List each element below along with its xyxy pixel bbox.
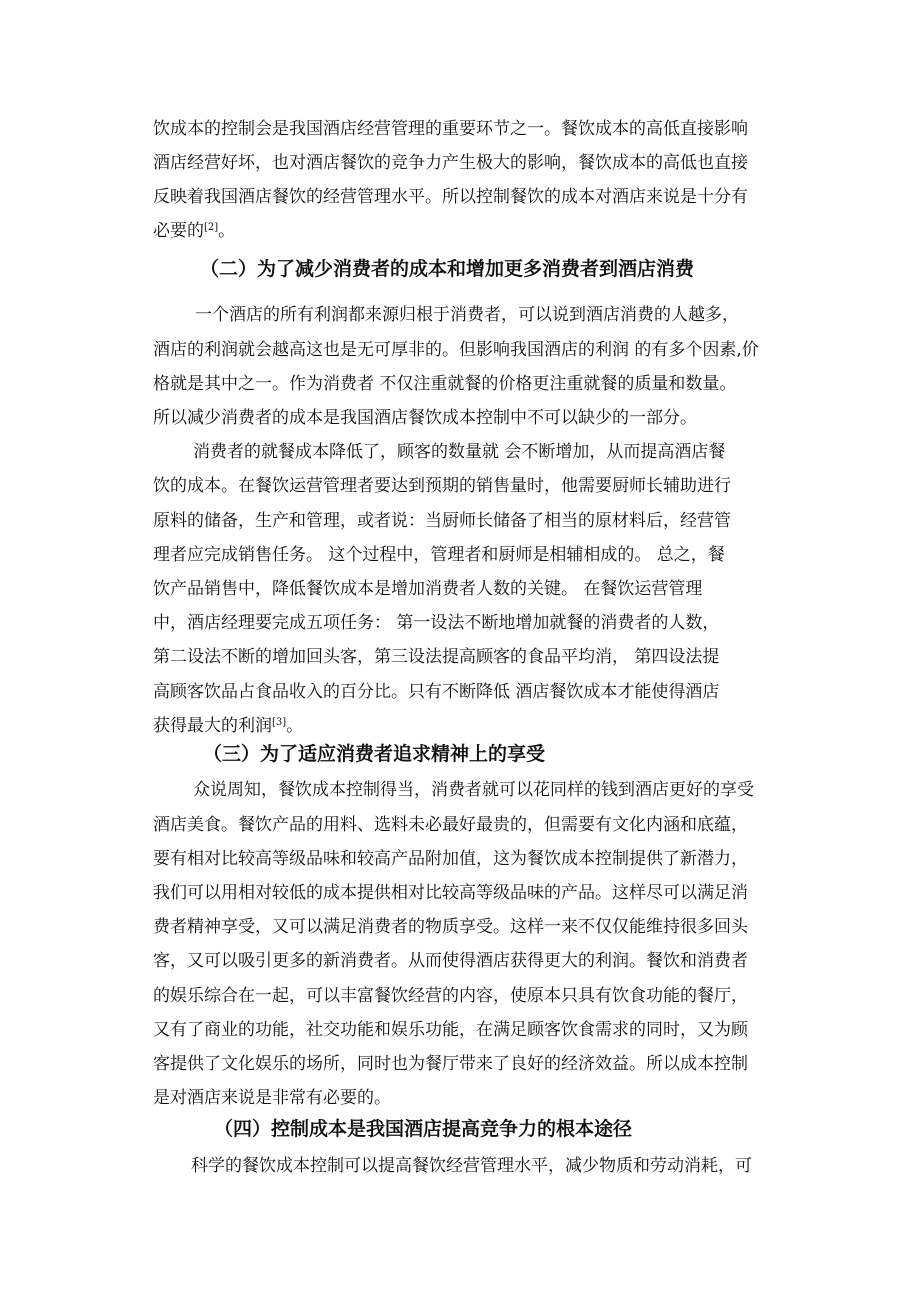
paragraph-5-line-1: 科学的餐饮成本控制可以提高餐饮经营管理水平，减少物质和劳动消耗，可 <box>191 1156 752 1176</box>
paragraph-3-line-1: 消费者的就餐成本降低了，顾客的数量就 会不断增加，从而提高酒店餐 <box>193 442 726 462</box>
paragraph-4-line-9: 客提供了文化娱乐的场所，同时也为餐厅带来了良好的经济效益。所以成本控制 <box>153 1054 748 1074</box>
paragraph-4-line-8: 又有了商业的功能，社交功能和娱乐功能，在满足顾客饮食需求的同时，又为顾 <box>153 1020 748 1040</box>
paragraph-3-line-7: 第二设法不断的增加回头客，第三设法提高顾客的食品平均消， 第四设法提 <box>153 647 720 667</box>
paragraph-1-line-3: 反映着我国酒店餐饮的经营管理水平。所以控制餐饮的成本对酒店来说是十分有 <box>153 187 748 207</box>
paragraph-3-line-2: 饮的成本。在餐饮运营管理者要达到预期的销售量时，他需要厨师长辅助进行 <box>153 476 731 496</box>
paragraph-3-line-9 <box>153 715 303 737</box>
paragraph-1-line-1: 饮成本的控制会是我国酒店经营管理的重要环节之一。餐饮成本的高低直接影响 <box>153 119 748 139</box>
section-heading-4: （四）控制成本是我国酒店提高竞争力的根本途径 <box>214 1118 633 1140</box>
paragraph-3-line-6: 中，酒店经理要完成五项任务： 第一设法不断地增加就餐的消费者的人数， <box>153 613 720 633</box>
paragraph-1-line-2: 酒店经营好坏，也对酒店餐饮的竞争力产生极大的影响，餐饮成本的高低也直接 <box>153 153 748 173</box>
paragraph-4-line-1: 众说周知，餐饮成本控制得当，消费者就可以花同样的钱到酒店更好的享受 <box>193 780 754 800</box>
paragraph-4-line-5: 费者精神享受，又可以满足消费者的物质享受。这样一来不仅仅能维持很多回头 <box>153 917 748 937</box>
paragraph-3-line-5: 饮产品销售中，降低餐饮成本是增加消费者人数的关键。 在餐饮运营管理 <box>153 579 703 599</box>
paragraph-2-line-4: 所以减少消费者的成本是我国酒店餐饮成本控制中不可以缺少的一部分。 <box>153 408 697 428</box>
paragraph-4-line-2: 酒店美食。餐饮产品的用料、选料未必最好最贵的，但需要有文化内涵和底蕴， <box>153 815 748 835</box>
paragraph-4-line-6: 客，又可以吸引更多的新消费者。从而使得酒店获得更大的利润。餐饮和消费者 <box>153 951 748 971</box>
paragraph-1-line-4-text: 必要的 <box>153 221 204 241</box>
section-heading-3: （三）为了适应消费者追求精神上的享受 <box>203 743 546 765</box>
paragraph-3-line-9-text: 获得最大的利润 <box>153 716 272 736</box>
paragraph-3-line-3: 原料的储备，生产和管理，或者说：当厨师长储备了相当的原材料后，经营管 <box>153 511 731 531</box>
paragraph-2-line-1: 一个酒店的所有利润都来源归根于消费者，可以说到酒店消费的人越多， <box>195 305 739 325</box>
paragraph-4-line-3: 要有相对比较高等级品味和较高产品附加值，这为餐饮成本控制提供了新潜力， <box>153 849 748 869</box>
citation-2: [2] <box>204 222 219 233</box>
paragraph-1-end-mark: 。 <box>218 221 236 241</box>
paragraph-4-line-7: 的娱乐综合在一起，可以丰富餐饮经营的内容，使原本只具有饮食功能的餐厅， <box>153 986 748 1006</box>
citation-3: [3] <box>272 717 287 728</box>
paragraph-2-line-3: 格就是其中之一。作为消费者 不仅注重就餐的价格更注重就餐的质量和数量。 <box>153 374 737 394</box>
paragraph-3-end-mark: 。 <box>286 716 304 736</box>
paragraph-3-line-4: 理者应完成销售任务。 这个过程中，管理者和厨师是相辅相成的。 总之，餐 <box>153 545 725 565</box>
paragraph-4-line-10: 是对酒店来说是非常有必要的。 <box>153 1088 391 1108</box>
paragraph-2-line-2: 酒店的利润就会越高这也是无可厚非的。但影响我国酒店的利润 的有多个因素,价 <box>153 340 759 360</box>
paragraph-4-line-4: 我们可以用相对较低的成本提供相对比较高等级品味的产品。这样尽可以满足消 <box>153 883 748 903</box>
paragraph-3-line-8: 高顾客饮品占食品收入的百分比。只有不断降低 酒店餐饮成本才能使得酒店 <box>153 682 720 702</box>
section-heading-2: （二）为了减少消费者的成本和增加更多消费者到酒店消费 <box>200 258 695 280</box>
paragraph-1-line-4 <box>153 220 235 242</box>
